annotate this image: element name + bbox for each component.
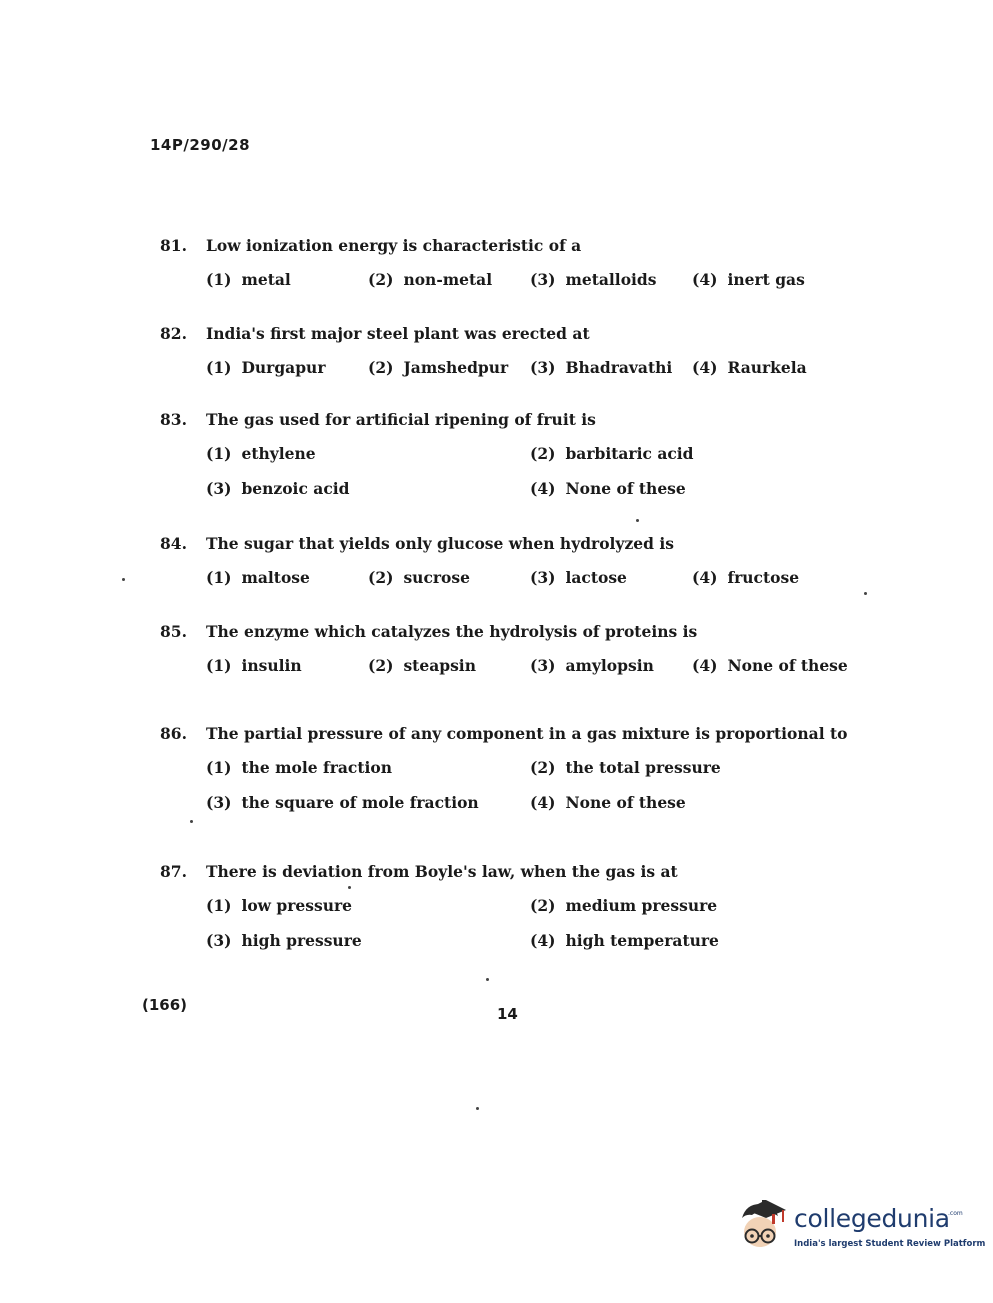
option-4[interactable]: (4) high temperature <box>530 931 719 950</box>
scan-speck <box>348 886 351 889</box>
option-3[interactable]: (3) high pressure <box>206 931 362 950</box>
options <box>206 656 860 675</box>
option-1[interactable]: (1) Durgapur <box>206 358 326 377</box>
page-code: 14P/290/28 <box>150 136 251 154</box>
option-4[interactable]: (4) None of these <box>692 656 848 675</box>
scan-speck <box>486 978 489 981</box>
options <box>206 758 860 812</box>
option-3[interactable]: (3) metalloids <box>530 270 657 289</box>
question-81 <box>160 236 860 289</box>
question-85 <box>160 622 860 675</box>
options <box>206 444 860 498</box>
options <box>206 568 860 587</box>
question-number: 86. <box>160 724 187 743</box>
brand-name: collegedunia <box>794 1204 950 1233</box>
options <box>206 358 860 377</box>
option-3[interactable]: (3) the square of mole fraction <box>206 793 479 812</box>
option-3[interactable]: (3) benzoic acid <box>206 479 350 498</box>
brand-tagline: India's largest Student Review Platform <box>794 1239 986 1249</box>
brand-domain-suffix: .com <box>948 1210 963 1217</box>
question-83 <box>160 410 860 498</box>
options <box>206 896 860 950</box>
scan-speck <box>864 592 867 595</box>
question-text: Low ionization energy is characteristic of a <box>206 236 582 255</box>
option-2[interactable]: (2) non-metal <box>368 270 493 289</box>
option-2[interactable]: (2) steapsin <box>368 656 476 675</box>
question-text: The sugar that yields only glucose when hydrolyzed is <box>206 534 674 553</box>
options <box>206 270 860 289</box>
option-1[interactable]: (1) low pressure <box>206 896 353 915</box>
option-1[interactable]: (1) insulin <box>206 656 302 675</box>
option-3[interactable]: (3) amylopsin <box>530 656 654 675</box>
option-2[interactable]: (2) the total pressure <box>530 758 721 777</box>
question-text: The gas used for artificial ripening of fruit is <box>206 410 596 429</box>
question-number: 87. <box>160 862 187 881</box>
option-1[interactable]: (1) metal <box>206 270 291 289</box>
scan-speck <box>476 1107 479 1110</box>
option-3[interactable]: (3) lactose <box>530 568 627 587</box>
question-number: 82. <box>160 324 187 343</box>
booklet-code: (166) <box>142 996 188 1014</box>
option-1[interactable]: (1) the mole fraction <box>206 758 392 777</box>
option-3[interactable]: (3) Bhadravathi <box>530 358 673 377</box>
option-2[interactable]: (2) Jamshedpur <box>368 358 509 377</box>
scan-speck <box>636 519 639 522</box>
question-number: 83. <box>160 410 187 429</box>
option-4[interactable]: (4) fructose <box>692 568 800 587</box>
question-87 <box>160 862 860 950</box>
scan-speck <box>122 578 125 581</box>
question-number: 85. <box>160 622 187 641</box>
question-text: There is deviation from Boyle's law, when the gas is at <box>206 862 678 881</box>
question-number: 84. <box>160 534 187 553</box>
question-86 <box>160 724 860 812</box>
option-2[interactable]: (2) sucrose <box>368 568 470 587</box>
option-4[interactable]: (4) inert gas <box>692 270 805 289</box>
student-mascot-icon <box>736 1196 792 1256</box>
question-text: The enzyme which catalyzes the hydrolysis of proteins is <box>206 622 698 641</box>
collegedunia-logo <box>736 1196 986 1256</box>
question-82 <box>160 324 860 377</box>
option-1[interactable]: (1) maltose <box>206 568 310 587</box>
question-number: 81. <box>160 236 187 255</box>
question-text: The partial pressure of any component in a gas mixture is proportional to <box>206 724 848 743</box>
option-4[interactable]: (4) None of these <box>530 479 686 498</box>
option-2[interactable]: (2) barbitaric acid <box>530 444 694 463</box>
question-text: India's first major steel plant was erected at <box>206 324 590 343</box>
option-4[interactable]: (4) None of these <box>530 793 686 812</box>
option-2[interactable]: (2) medium pressure <box>530 896 718 915</box>
question-84 <box>160 534 860 587</box>
option-1[interactable]: (1) ethylene <box>206 444 316 463</box>
option-4[interactable]: (4) Raurkela <box>692 358 807 377</box>
page-number: 14 <box>497 1005 518 1023</box>
scan-speck <box>190 820 193 823</box>
